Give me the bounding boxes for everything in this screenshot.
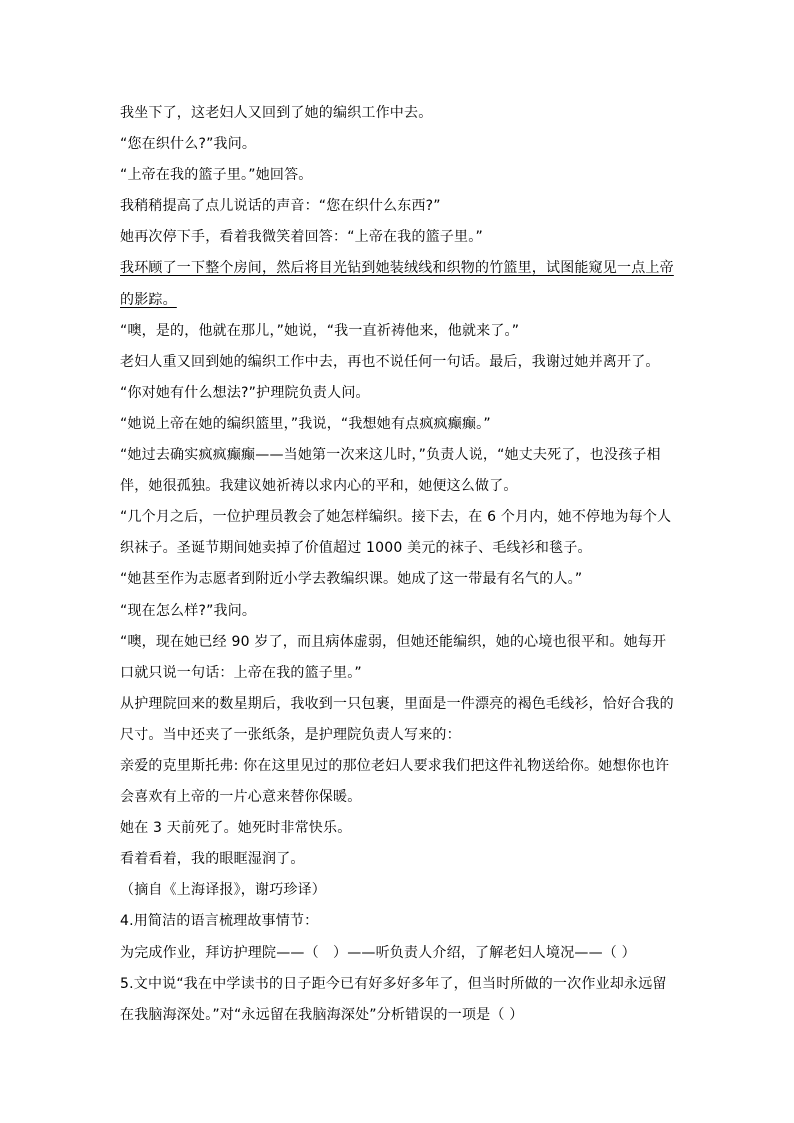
source-citation: （摘自《上海译报》，谢巧珍译） <box>120 882 326 899</box>
paragraph: 她在 3 天前死了。她死时非常快乐。 <box>120 820 352 837</box>
paragraph: 看着看着，我的眼眶湿润了。 <box>120 851 305 868</box>
paragraph: “上帝在我的篮子里。”她回答。 <box>120 167 313 184</box>
paragraph: “您在织什么?”我问。 <box>120 136 257 153</box>
paragraph: “几个月之后，一位护理员教会了她怎样编织。接下去，在 6 个月内，她不停地为每个人织袜子。圣诞节期间她卖掉了价值超过 1000 美元的袜子、毛线衫和毯子。 <box>120 509 672 557</box>
paragraph: “她过去确实疯疯癫癫——当她第一次来这儿时，”负责人说，“她丈夫死了，也没孩子相伴，她很孤独。我建议她祈祷以求内心的平和，她便这么做了。 <box>120 447 661 495</box>
paragraph: “噢，是的，他就在那儿，”她说，“我一直祈祷他来，他就来了。” <box>120 322 520 339</box>
paragraph: “现在怎么样?”我问。 <box>120 602 257 619</box>
paragraph: 我坐下了，这老妇人又回到了她的编织工作中去。 <box>120 105 433 121</box>
paragraph: 我稍稍提高了点儿说话的声音：“您在织什么东西?” <box>120 198 441 215</box>
underlined-paragraph: 我环顾了一下整个房间，然后将目光钻到她装绒线和织物的竹篮里，试图能窥见一点上帝的影踪。 <box>120 260 674 308</box>
paragraph: 她再次停下手，看着我微笑着回答：“上帝在我的篮子里。” <box>120 229 483 246</box>
paragraph: 亲爱的克里斯托弗: 你在这里见过的那位老妇人要求我们把这件礼物送给你。她想你也许会喜欢有上帝的一片心意来替你保暖。 <box>120 757 670 806</box>
paragraph: “她甚至作为志愿者到附近小学去教编织课。她成了这一带最有名气的人。” <box>120 571 583 588</box>
paragraph: 从护理院回来的数星期后，我收到一只包裹，里面是一件漂亮的褐色毛线衫，恰好合我的尺寸。当中还夹了一张纸条，是护理院负责人写来的： <box>120 695 674 743</box>
paragraph: “你对她有什么想法?”护理院负责人问。 <box>120 384 370 401</box>
question-5: 5.文中说“我在中学读书的日子距今已有好多好多年了，但当时所做的一次作业却永远留在我脑海深处。”对“永远留在我脑海深处”分析错误的一项是（ ） <box>120 975 667 1023</box>
paragraph: 老妇人重又回到她的编织工作中去，再也不说任何一句话。最后，我谢过她并离开了。 <box>120 353 660 370</box>
question-4: 4.用简洁的语言梳理故事情节： <box>120 913 319 930</box>
question-4-plot-outline: 为完成作业，拜访护理院——（ ）——听负责人介绍，了解老妇人境况——（ ） <box>120 944 636 961</box>
paragraph: “她说上帝在她的编织篮里，”我说，“我想她有点疯疯癫癫。” <box>120 415 491 432</box>
document-body <box>120 98 680 1031</box>
paragraph: “噢，现在她已经 90 岁了，而且病体虚弱，但她还能编织，她的心境也很平和。她每开口就只说一句话：上帝在我的篮子里。” <box>120 633 667 681</box>
